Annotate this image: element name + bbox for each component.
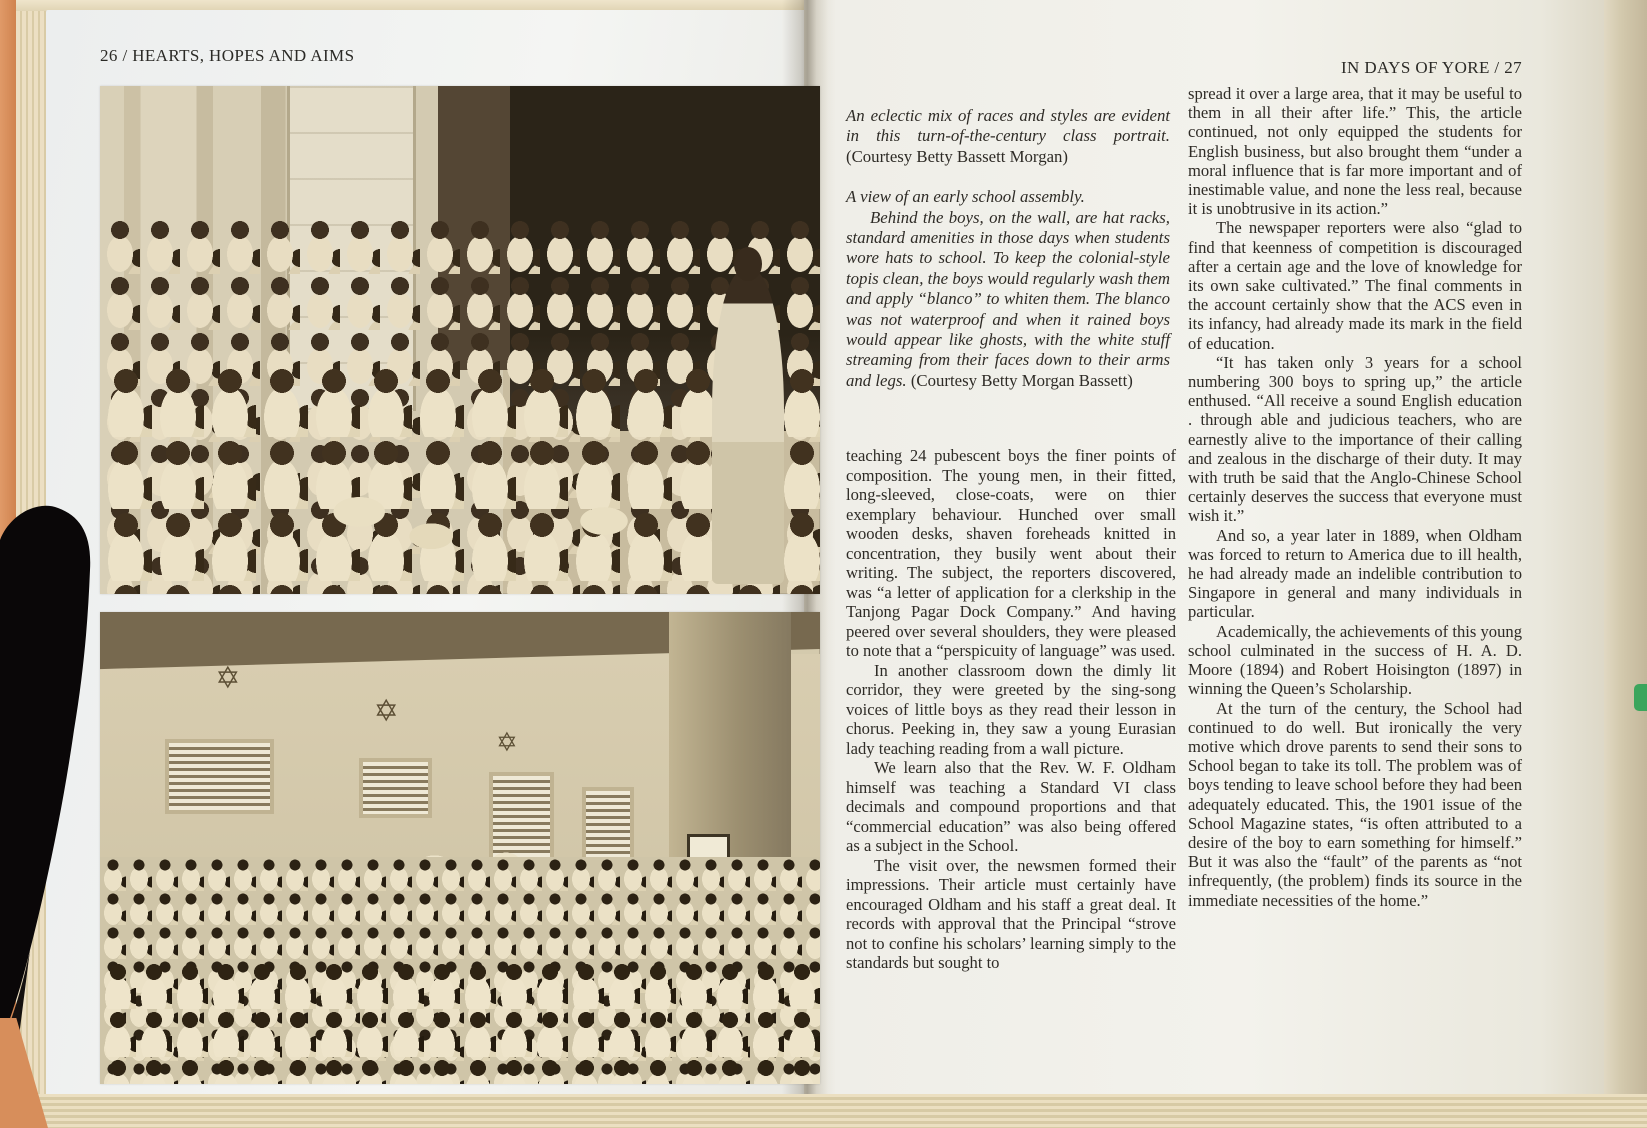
assembly-caption [846, 208, 1170, 392]
star-decoration-icon: ✡ [373, 694, 399, 728]
assembly-caption-lead: A view of an early school assembly. [846, 187, 1085, 207]
paragraph: We learn also that the Rev. W. F. Oldham himself was teaching a Standard VI class decimals and compound proportions and that “commercial education” was also being offered as a subject in the School. [846, 758, 1176, 855]
dark-finger-silhouette [0, 500, 100, 1100]
portrait-caption [846, 106, 1170, 167]
star-decoration-icon: ✡ [215, 661, 241, 695]
running-header-left: 26 / HEARTS, HOPES AND AIMS [100, 46, 355, 65]
teacher-figure [712, 269, 784, 584]
assembly-photo [100, 612, 820, 1084]
paragraph: The newspaper reporters were also “glad to find that keenness of competition is discouraged after a certain age and the love of knowledge for its own sake cultivated.” The final comments in the account certainly show that the ACS even in its infancy, had already made its mark in the field of education. [1188, 218, 1522, 353]
photo-captions [846, 106, 1170, 391]
green-sticky-tab [1634, 684, 1647, 711]
paragraph: At the turn of the century, the School had continued to do well. But ironically the very motive which drove parents to send their sons to School began to take its toll. The problem was of boys tending to leave school before they had been adequately educated. This, the 1901 issue of the School Magazine states, “is often attributed to a desire of the boy to earn something for himself.” But it was also the “fault” of the parents as “not infrequently, (the problem) finds its source in the immediate necessities of the home.” [1188, 698, 1522, 910]
body-column-middle [846, 446, 1176, 973]
assembled-students-front [100, 961, 820, 1084]
running-header-right: IN DAYS OF YORE / 27 [1340, 58, 1522, 77]
paragraph: And so, a year later in 1889, when Oldham was forced to return to America due to ill health, he had already made an indelible contribution to Singapore in general and many individuals in particular. [1188, 525, 1522, 622]
paragraph: spread it over a large area, that it may be useful to them in all their after life.” This, the article continued, not only equipped the students for English business, but also brought them “under a moral influence that is far more important and of inestimable value, and none the less real, because it is unobtrusive in its action.” [1188, 84, 1522, 219]
assembly-caption-credit: (Courtesy Betty Morgan Bassett) [910, 370, 1133, 390]
assembly-caption-text: Behind the boys, on the wall, are hat racks, standard amenities in those days when students wore hats to school. To keep the colonial-style topis clean, the boys would regularly wash them and apply “blanco” to whiten them. The blanco was not waterproof and when it rained boys would appear like ghosts, with the white stuff streaming from their faces down to their arms and legs. [846, 207, 1170, 390]
portrait-caption-text: An eclectic mix of races and styles are evident in this turn-of-the-century class portrait. [846, 106, 1170, 146]
paragraph: teaching 24 pubescent boys the finer points of composition. The young men, in their fitted, long-sleeved, close-coats, were on thier exemplary behaviour. Hunched over small wooden desks, shaven foreheads knitted in concentration, they busily went about their writing. The subject, the reporters discovered, was “a letter of application for a clerkship in the Tanjong Pagar Dock Company.” And having peered over several shoulders, they were pleased to note that a “perspicuity of language” was used. [846, 446, 1176, 660]
paragraph: The visit over, the newsmen formed their impressions. Their article must certainly have encouraged Oldham and his staff a great deal. It records with approval that the Principal “strove not to confine his scholars’ learning simply to the standards but sought to [846, 855, 1176, 972]
paragraph: Academically, the achievements of this young school culminated in the success of H. A. D. Moore (1894) and Robert Hoisington (1897) in winning the Queen’s Scholarship. [1188, 621, 1522, 699]
page-stack-edge-right [1600, 0, 1647, 1128]
shuttered-window [359, 758, 432, 818]
page-stack-edge-bottom [16, 1094, 1647, 1128]
portrait-caption-credit: (Courtesy Betty Bassett Morgan) [846, 146, 1069, 166]
paragraph: “It has taken only 3 years for a school numbering 300 boys to spring up,” the article enthused. “All receive a sound English education . through able and judicious teachers, who are earnestly alive to the importance of their calling and zealous in the discharge of their duty. It may with truth be said that the Anglo-Chinese School certainly deserves the success that everyone must wish it.” [1188, 352, 1522, 526]
star-decoration-icon: ✡ [496, 728, 518, 757]
caption-spacer [846, 167, 1170, 187]
shuttered-window [165, 739, 274, 813]
body-column-right [1188, 84, 1522, 910]
paragraph: In another classroom down the dimly lit corridor, they were greeted by the sing-song voices of little boys as they read their lesson in chorus. Peeking in, they saw a young Eurasian lady teaching reading from a wall picture. [846, 660, 1176, 758]
class-portrait-photo [100, 86, 820, 594]
